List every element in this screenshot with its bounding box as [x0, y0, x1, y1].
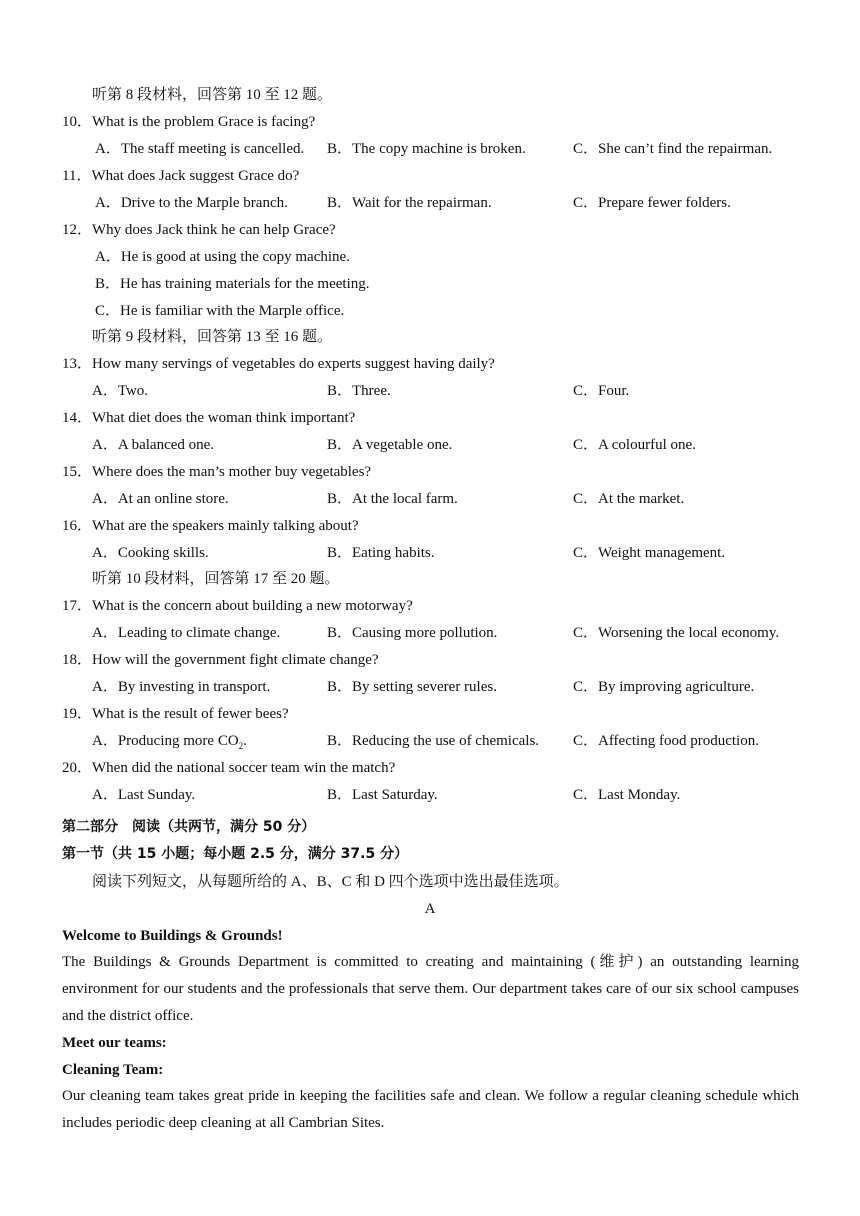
- question-number: 18．: [62, 652, 93, 668]
- question-text: What is the concern about building a new motorway?: [92, 598, 413, 614]
- question-text: What are the speakers mainly talking about?: [92, 518, 359, 534]
- option-b: B．Three.: [327, 383, 391, 399]
- part-title: 第二部分 阅读（共两节，满分 50 分）: [62, 819, 316, 835]
- option-a: A．Drive to the Marple branch.: [95, 195, 288, 211]
- reading-instruction: 阅读下列短文，从每题所给的 A、B、C 和 D 四个选项中选出最佳选项。: [92, 874, 569, 890]
- option-b: B．By setting severer rules.: [327, 679, 497, 695]
- option-c: C．He is familiar with the Marple office.: [95, 303, 345, 319]
- option-a: A．At an online store.: [92, 491, 229, 507]
- cleaning-paragraph: Our cleaning team takes great pride in keeping the facilities safe and clean. We follow a regular cleaning schedule which includes periodic deep cleaning at all Cambrian Sites.: [62, 1088, 799, 1131]
- question-17: [62, 596, 413, 616]
- question-number: 12．: [62, 222, 93, 238]
- option-c: C．A colourful one.: [573, 437, 696, 453]
- option-c: C．Affecting food production.: [573, 733, 759, 749]
- question-12: [62, 220, 336, 240]
- question-20: [62, 758, 395, 778]
- option-b: B．A vegetable one.: [327, 437, 453, 453]
- question-10: [62, 112, 315, 132]
- option-c: C．At the market.: [573, 491, 685, 507]
- option-a: A．Cooking skills.: [92, 545, 209, 561]
- question-number: 11．: [62, 168, 92, 184]
- option-b: B．Eating habits.: [327, 545, 435, 561]
- question-11: [62, 166, 299, 186]
- question-16: [62, 516, 359, 536]
- question-13: [62, 354, 495, 374]
- option-b: B．The copy machine is broken.: [327, 141, 526, 157]
- option-a: A．A balanced one.: [92, 437, 215, 453]
- question-text: What is the problem Grace is facing?: [92, 114, 316, 130]
- question-text: How will the government fight climate change?: [92, 652, 379, 668]
- question-number: 19．: [62, 706, 93, 722]
- cleaning-team-heading: Cleaning Team:: [62, 1062, 164, 1078]
- option-c: C．Weight management.: [573, 545, 726, 561]
- option-b: B．Causing more pollution.: [327, 625, 498, 641]
- question-text: When did the national soccer team win the match?: [92, 760, 396, 776]
- option-a: A．The staff meeting is cancelled.: [95, 141, 305, 157]
- section-instruction: 听第 9 段材料，回答第 13 至 16 题。: [92, 329, 333, 345]
- option-a: A．Leading to climate change.: [92, 625, 281, 641]
- section-instruction: 听第 8 段材料，回答第 10 至 12 题。: [92, 87, 333, 103]
- question-text: What does Jack suggest Grace do?: [91, 168, 300, 184]
- question-text: How many servings of vegetables do experts suggest having daily?: [92, 356, 495, 372]
- option-a: A．Last Sunday.: [92, 787, 196, 803]
- question-number: 16．: [62, 518, 93, 534]
- passage-label: A: [424, 901, 436, 917]
- option-c: C．Prepare fewer folders.: [573, 195, 731, 211]
- meet-teams-heading: Meet our teams:: [62, 1035, 167, 1051]
- option-c: C．She can’t find the repairman.: [573, 141, 773, 157]
- question-number: 20．: [62, 760, 93, 776]
- subscript: 2: [238, 741, 244, 751]
- question-number: 14．: [62, 410, 93, 426]
- section-instruction: 听第 10 段材料，回答第 17 至 20 题。: [92, 571, 340, 587]
- option-c: C．Four.: [573, 383, 630, 399]
- intro-paragraph: The Buildings & Grounds Department is committed to creating and maintaining (维护) an outstanding learning environment for our students and the professionals that serve them. Our department takes care of our six school campuses and the district office.: [62, 954, 799, 1024]
- option-b: B．Last Saturday.: [327, 787, 438, 803]
- question-text: Where does the man’s mother buy vegetables?: [92, 464, 372, 480]
- option-b: B．At the local farm.: [327, 491, 458, 507]
- option-a: A．Two.: [92, 383, 149, 399]
- option-a: A．By investing in transport.: [92, 679, 271, 695]
- question-text: What diet does the woman think important?: [92, 410, 356, 426]
- section-title: 第一节（共 15 小题；每小题 2.5 分，满分 37.5 分）: [62, 846, 409, 862]
- question-15: [62, 462, 371, 482]
- question-14: [62, 408, 355, 428]
- question-text: Why does Jack think he can help Grace?: [92, 222, 336, 238]
- question-number: 15．: [62, 464, 93, 480]
- question-number: 17．: [62, 598, 93, 614]
- option-c: C．Last Monday.: [573, 787, 681, 803]
- option-c: C．By improving agriculture.: [573, 679, 755, 695]
- question-19: [62, 704, 289, 724]
- option-b: B．Wait for the repairman.: [327, 195, 492, 211]
- option-a: A．He is good at using the copy machine.: [95, 249, 350, 265]
- passage-heading: Welcome to Buildings & Grounds!: [62, 928, 283, 944]
- option-b: B．He has training materials for the meeting.: [95, 276, 370, 292]
- question-number: 13．: [62, 356, 93, 372]
- question-18: [62, 650, 379, 670]
- option-b: B．Reducing the use of chemicals.: [327, 733, 540, 749]
- option-c: C．Worsening the local economy.: [573, 625, 780, 641]
- option-a: A．Producing more $CO_2$.: [92, 733, 247, 751]
- question-text: What is the result of fewer bees?: [92, 706, 289, 722]
- question-number: 10．: [62, 114, 93, 130]
